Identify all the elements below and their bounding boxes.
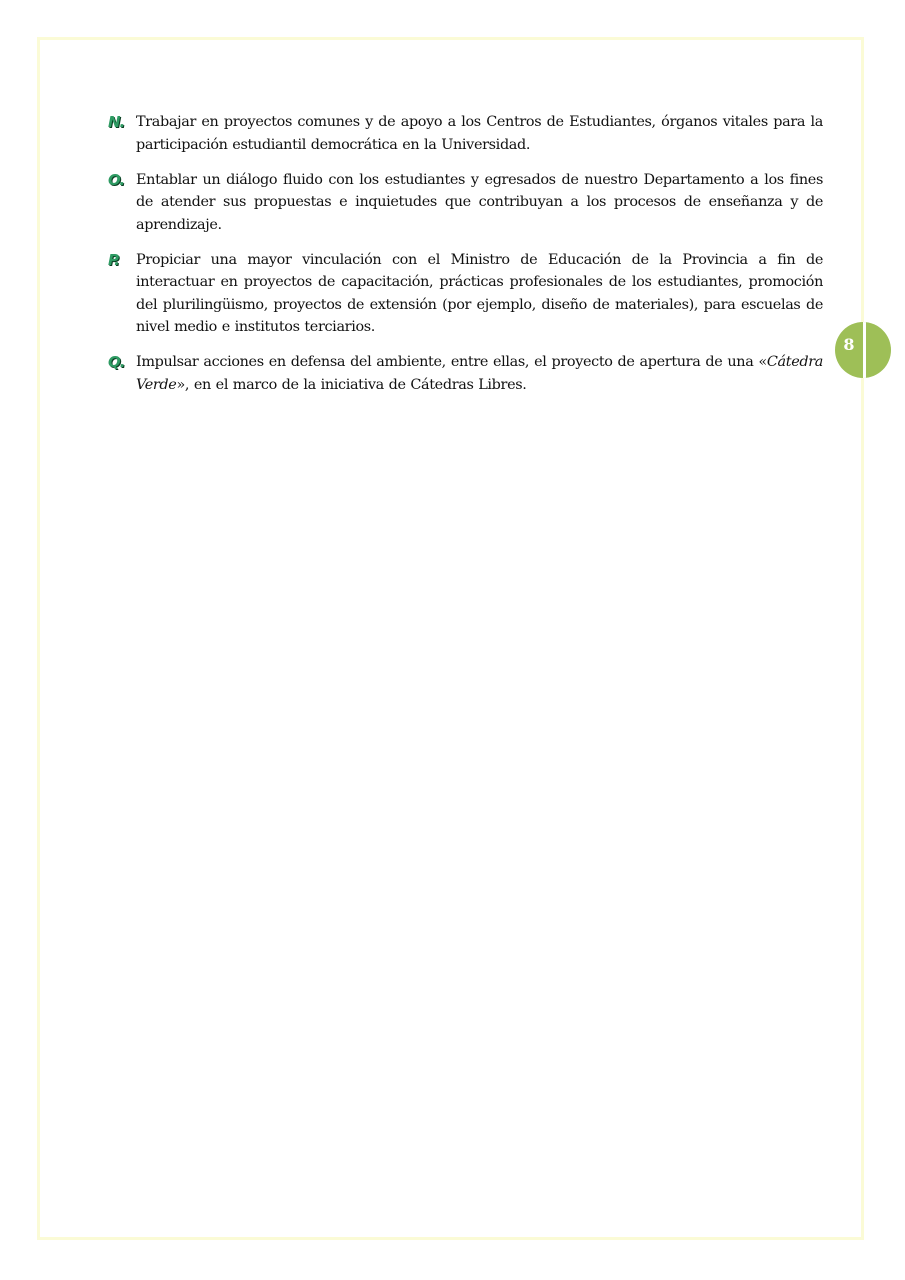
list-marker: P. [108,250,119,269]
list-marker: Q. [108,353,125,371]
objectives-list [108,111,823,409]
page-number: 8 [843,335,855,354]
list-item [108,351,823,396]
list-item [108,249,823,339]
list-item [108,169,823,237]
text-segment: », en el marco de la iniciativa de Cátedras Libres. [176,376,527,393]
list-item [108,111,823,156]
list-item-text: Trabajar en proyectos comunes y de apoyo a los Centros de Estudiantes, órganos vitales para la participación estudiantil democrática en la Universidad. [136,114,823,153]
list-item-text: Propiciar una mayor vinculación con el Ministro de Educación de la Provincia a fin de interactuar en proyectos de capacitación, prácticas profesionales de los estudiantes, promoción del plurilingüismo, proyectos de extensión (por ejemplo, diseño de materiales), para escuelas de nivel medio e institutos terciarios. [136,251,823,335]
list-marker: N. [108,113,125,131]
list-item-text: Entablar un diálogo fluido con los estudiantes y egresados de nuestro Departamento a los fines de atender sus propuestas e inquietudes que contribuyan a los procesos de enseñanza y de aprendizaje. [136,171,823,233]
page-number-badge [835,322,891,378]
badge-divider [863,322,866,378]
list-item-text [136,351,823,396]
text-segment: Impulsar acciones en defensa del ambiente, entre ellas, el proyecto de apertura de una « [136,354,767,370]
list-marker: O. [108,170,125,189]
catedra-verde-italic: Cátedra Verde [136,354,823,393]
